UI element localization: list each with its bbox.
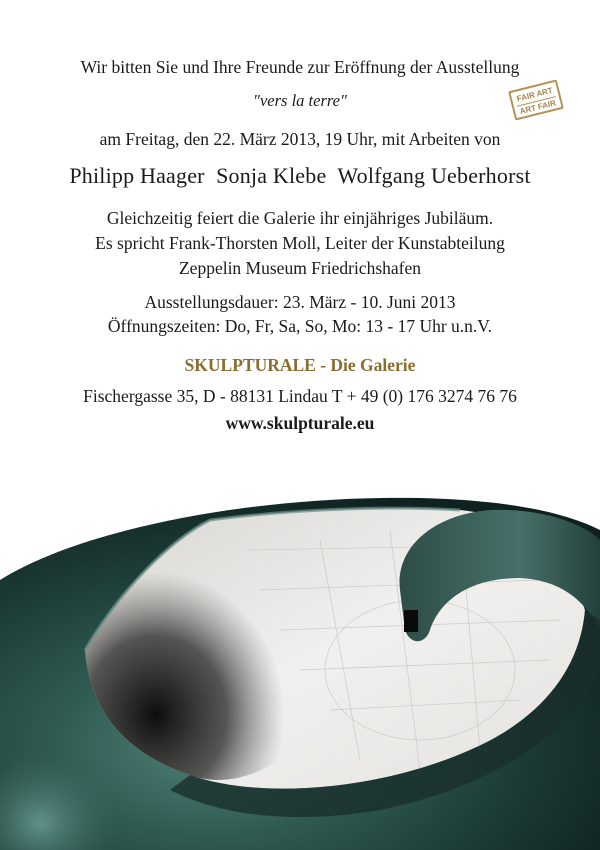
exhibition-title: "vers la terre" <box>253 91 347 110</box>
invitation-intro: Wir bitten Sie und Ihre Freunde zur Eröffnung der Ausstellung <box>80 57 520 77</box>
artists-list: Philipp Haager Sonja Klebe Wolfgang Ueberhorst <box>69 163 531 188</box>
anniversary-note: Gleichzeitig feiert die Galerie ihr einjähriges Jubiläum. <box>106 208 494 228</box>
stamp-line-1: FAIR ART <box>515 85 554 104</box>
exhibition-duration: Ausstellungsdauer: 23. März - 10. Juni 2013 <box>144 292 456 312</box>
gallery-website[interactable]: www.skulpturale.eu <box>225 413 375 433</box>
gallery-address: Fischergasse 35, D - 88131 Lindau T + 49 (0) 176 3274 76 76 <box>83 386 517 406</box>
gallery-name: SKULPTURALE - Die Galerie <box>184 355 416 375</box>
museum-name: Zeppelin Museum Friedrichshafen <box>178 258 422 278</box>
opening-date: am Freitag, den 22. März 2013, 19 Uhr, mit Arbeiten von <box>99 129 501 149</box>
speaker-note: Es spricht Frank-Thorsten Moll, Leiter der Kunstabteilung <box>95 233 505 253</box>
fair-art-stamp <box>508 79 564 120</box>
stamp-line-2: ART FAIR <box>517 96 559 118</box>
sculpture-photo <box>0 470 600 850</box>
opening-hours: Öffnungszeiten: Do, Fr, Sa, So, Mo: 13 - 17 Uhr u.n.V. <box>107 316 493 336</box>
